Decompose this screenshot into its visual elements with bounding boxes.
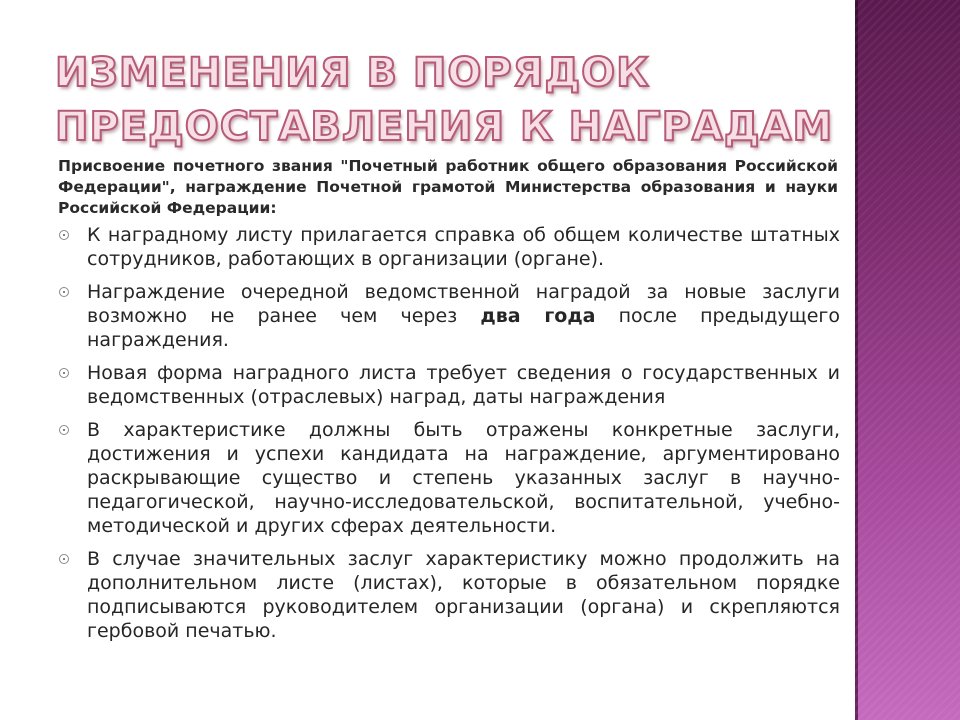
bullet-text-before: Награждение очередной ведомственной наградой за новые заслуги возможно не ранее чем через bbox=[87, 281, 840, 327]
bullet-text: В характеристике должны быть отражены конкретные заслуги, достижения и успехи кандидата на награждение, аргументировано раскрывающие существо и степень указанных заслуг в научно-педагогической, научно-исследовательской, воспитательной, учебно-методической и других сферах деятельности. bbox=[87, 419, 840, 537]
slide-title-line-1: ИЗМЕНЕНИЯ В ПОРЯДОК bbox=[55, 50, 650, 96]
circle-bullet-icon bbox=[59, 230, 69, 240]
decorative-side-band bbox=[855, 0, 960, 720]
circle-bullet-icon bbox=[59, 368, 69, 378]
slide-title bbox=[55, 46, 845, 154]
bullet-text: В случае значительных заслуг характеристику можно продолжить на дополнительном листе (листах), которые в обязательном порядке подписываются руководителем организации (органа) и скрепляются гербовой печатью. bbox=[87, 548, 840, 642]
intro-paragraph: Присвоение почетного звания "Почетный работник общего образования Российской Федерации", награждение Почетной грамотой Министерства образования и науки Российской Федерации: bbox=[58, 157, 838, 217]
list-item bbox=[58, 418, 840, 538]
slide-title-line-2: ПРЕДОСТАВЛЕНИЯ К НАГРАДАМ bbox=[55, 104, 834, 150]
circle-bullet-icon bbox=[59, 287, 69, 297]
list-item bbox=[58, 223, 840, 271]
list-item bbox=[58, 361, 840, 409]
circle-bullet-icon bbox=[59, 554, 69, 564]
bullet-list bbox=[58, 223, 840, 652]
bullet-text: К наградному листу прилагается справка об общем количестве штатных сотрудников, работающих в организации (органе). bbox=[87, 224, 840, 270]
list-item bbox=[58, 547, 840, 643]
bullet-text-after: после предыдущего награждения. bbox=[87, 305, 840, 351]
bullet-text: Новая форма наградного листа требует сведения о государственных и ведомственных (отраслевых) наград, даты награждения bbox=[87, 362, 840, 408]
list-item bbox=[58, 280, 840, 352]
circle-bullet-icon bbox=[59, 425, 69, 435]
bullet-text-emphasis: два года bbox=[480, 305, 596, 327]
